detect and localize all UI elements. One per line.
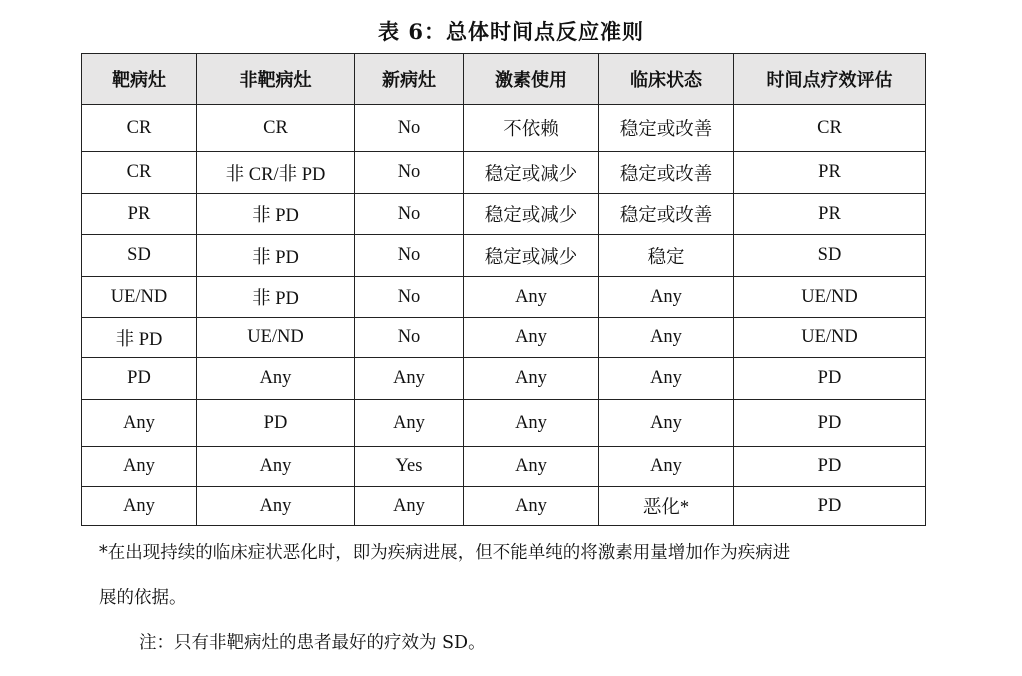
header-new-lesion: 新病灶 [355,54,464,105]
table-cell: No [355,105,464,152]
table-cell: UE/ND [197,318,355,358]
table-row [82,400,926,447]
table-cell: 恶化* [599,487,734,526]
table-cell: Any [197,358,355,400]
table-cell: 稳定 [599,235,734,277]
table-cell: 稳定或减少 [464,152,599,194]
table-cell: PD [734,487,926,526]
table-cell: PR [82,194,197,235]
table-cell: 非 PD [82,318,197,358]
table-cell: SD [82,235,197,277]
table-row [82,105,926,152]
table-cell: SD [734,235,926,277]
table-cell: Yes [355,447,464,487]
table-cell: Any [464,400,599,447]
table-row [82,235,926,277]
table-cell: Any [355,487,464,526]
table-cell: UE/ND [82,277,197,318]
table-cell: 非 PD [197,277,355,318]
table-cell: Any [82,487,197,526]
table-cell: CR [82,105,197,152]
table-cell: 不依赖 [464,105,599,152]
header-timepoint-response: 时间点疗效评估 [734,54,926,105]
table-cell: PD [734,447,926,487]
table-cell: Any [464,487,599,526]
table-cell: Any [197,487,355,526]
table-row [82,277,926,318]
table-row [82,318,926,358]
table-cell: Any [599,400,734,447]
table-cell: Any [599,358,734,400]
table-row [82,194,926,235]
footnote-line-1: *在出现持续的临床症状恶化时，即为疾病进展，但不能单纯的将激素用量增加作为疾病进 [99,543,791,563]
table-cell: Any [197,447,355,487]
table-cell: No [355,235,464,277]
table-cell: Any [355,358,464,400]
table-cell: CR [82,152,197,194]
table-cell: 非 CR/非 PD [197,152,355,194]
table-cell: Any [82,400,197,447]
table-title: 表 6：总体时间点反应准则 [378,19,644,44]
response-criteria-table [81,53,926,526]
table-cell: 非 PD [197,194,355,235]
table-cell: Any [599,277,734,318]
table-cell: CR [197,105,355,152]
table-cell: CR [734,105,926,152]
table-cell: 稳定或改善 [599,105,734,152]
header-target-lesion: 靶病灶 [82,54,197,105]
table-cell: Any [464,318,599,358]
table-cell: 稳定或减少 [464,194,599,235]
table-cell: Any [599,447,734,487]
table-row [82,358,926,400]
table-cell: 非 PD [197,235,355,277]
table-cell: No [355,152,464,194]
table-cell: PR [734,194,926,235]
table-cell: 稳定或减少 [464,235,599,277]
table-cell: PR [734,152,926,194]
table-cell: 稳定或改善 [599,152,734,194]
table-cell: No [355,194,464,235]
table-row [82,447,926,487]
table-cell: UE/ND [734,277,926,318]
table-cell: No [355,277,464,318]
table-cell: UE/ND [734,318,926,358]
table-cell: Any [464,277,599,318]
footnote-line-2: 展的依据。 [99,588,187,608]
header-non-target-lesion: 非靶病灶 [197,54,355,105]
table-cell: PD [82,358,197,400]
table-cell: PD [734,400,926,447]
table-header-row [82,54,926,105]
table-cell: Any [82,447,197,487]
table-row [82,487,926,526]
table-cell: Any [464,358,599,400]
table-row [82,152,926,194]
table-cell: PD [197,400,355,447]
header-steroid-use: 激素使用 [464,54,599,105]
header-clinical-status: 临床状态 [599,54,734,105]
table-cell: PD [734,358,926,400]
table-cell: Any [355,400,464,447]
table-cell: Any [599,318,734,358]
table-note: 注：只有非靶病灶的患者最好的疗效为 SD。 [139,633,486,653]
table-cell: Any [464,447,599,487]
table-cell: 稳定或改善 [599,194,734,235]
table-cell: No [355,318,464,358]
